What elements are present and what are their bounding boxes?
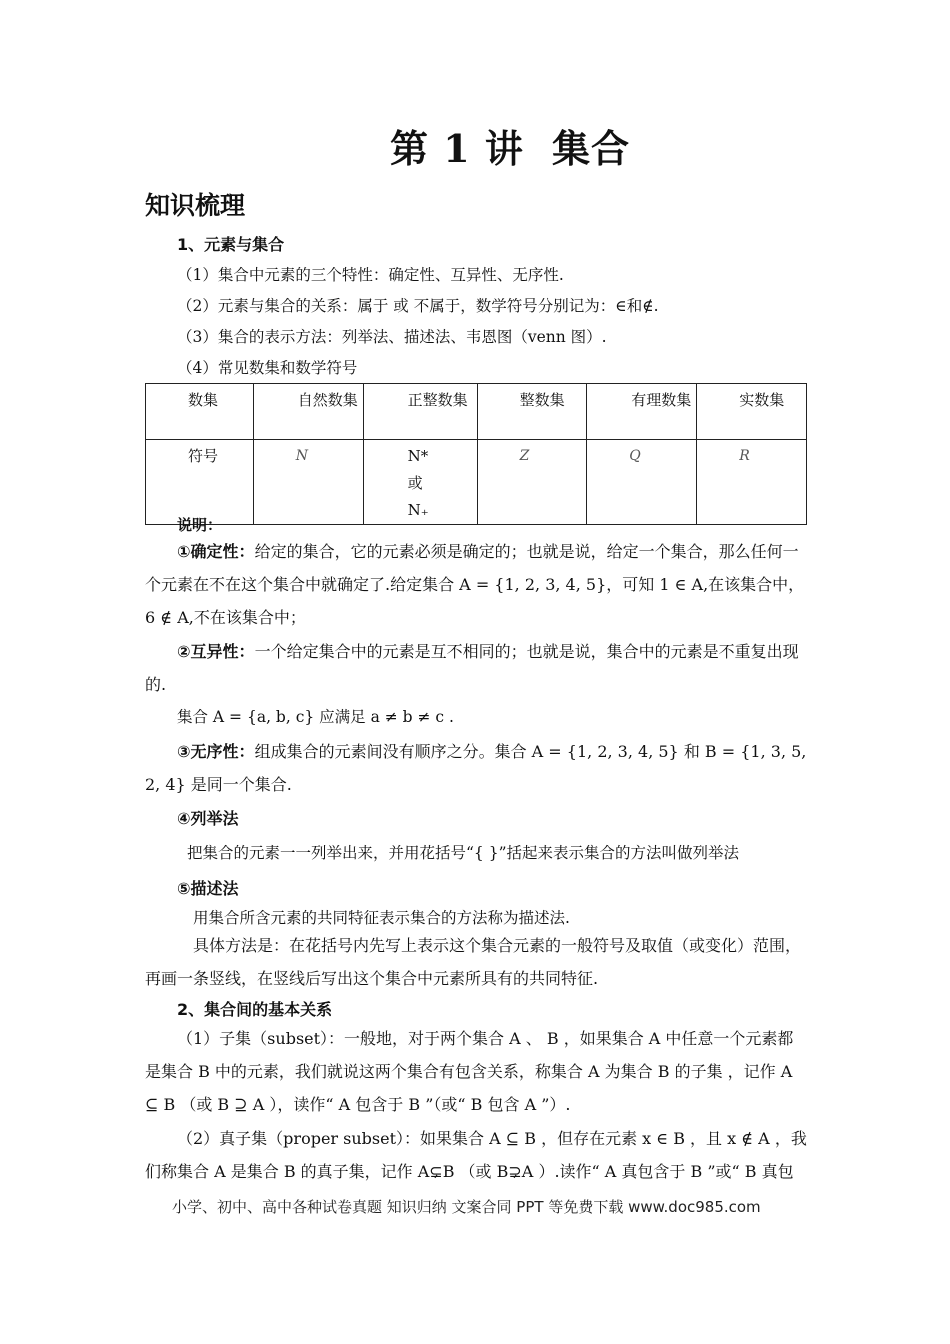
section-heading: 知识梳理 <box>145 191 246 220</box>
lecture-number: 第 1 讲 <box>390 126 524 171</box>
footer-banner: 小学、初中、高中各种试卷真题 知识归纳 文案合同 PPT 等免费下载 www.doc985.com <box>172 1198 761 1216</box>
note-label: ③无序性： <box>177 742 255 761</box>
lecture-topic: 集合 <box>551 126 630 171</box>
table-cell: 整数集 <box>477 384 587 440</box>
note-distinctness <box>145 635 807 701</box>
note-enumeration-text: 把集合的元素一一列举出来，并用花括号“{ }”括起来表示集合的方法叫做列举法 <box>187 844 740 862</box>
note-description-text-1: 用集合所含元素的共同特征表示集合的方法称为描述法. <box>193 909 570 927</box>
table-cell: Q <box>587 440 697 525</box>
proper-subset-definition: （2）真子集（proper subset）：如果集合 A ⊆ B ，但存在元素 x ∈ B ，且 x ∉ A ，我们称集合 A 是集合 B 的真子集，记作 A⊊B （或 B⊋A ）.读作“ A 真包含于 B ”或“ B 真包 <box>145 1129 807 1181</box>
table-row <box>146 384 807 440</box>
number-sets-table <box>145 383 807 525</box>
subset-definition: （1）子集（subset）：一般地，对于两个集合 A 、 B ，如果集合 A 中任意一个元素都是集合 B 中的元素，我们就说这两个集合有包含关系，称集合 A 为集合 B 的子集 ，记作 A ⊆ B （或 B ⊇ A ），读作“ A 包含于 B ”（或“ B 包含 A ”）. <box>145 1029 794 1114</box>
part1-item-2: （2）元素与集合的关系：属于 或 不属于，数学符号分别记为：∈和∉. <box>177 297 659 315</box>
note-text: 一个给定集合中的元素是互不相同的；也就是说，集合中的元素是不重复出现的. <box>145 642 799 694</box>
note-label: ②互异性： <box>177 642 255 661</box>
part1-item-4: （4）常见数集和数学符号 <box>177 359 358 377</box>
part1-heading: 1、元素与集合 <box>177 235 285 254</box>
note-enumeration-label: ④列举法 <box>177 809 239 828</box>
table-cell: 有理数集 <box>587 384 697 440</box>
note-determinacy <box>145 535 807 634</box>
note-description-text-2: 具体方法是：在花括号内先写上表示这个集合元素的一般符号及取值（或变化）范围，再画一条竖线，在竖线后写出这个集合中元素所具有的共同特征. <box>145 936 802 988</box>
table-cell: 符号 <box>146 440 254 525</box>
table-cell: 数集 <box>146 384 254 440</box>
table-cell: N <box>253 440 363 525</box>
part1-item-1: （1）集合中元素的三个特性：确定性、互异性、无序性. <box>177 266 564 284</box>
part1-item-3: （3）集合的表示方法：列举法、描述法、韦恩图（venn 图）. <box>177 328 607 346</box>
note-distinctness-example: 集合 A = {a, b, c} 应满足 a ≠ b ≠ c . <box>177 708 454 726</box>
table-row <box>146 440 807 525</box>
table-cell: 实数集 <box>697 384 807 440</box>
notes-label: 说明： <box>177 516 223 534</box>
note-description-label: ⑤描述法 <box>177 879 239 898</box>
table-cell: 正整数集 <box>363 384 477 440</box>
note-text: 组成集合的元素间没有顺序之分。集合 A = {1, 2, 3, 4, 5} 和 B = {1, 3, 5, 2, 4} 是同一个集合. <box>145 742 807 794</box>
note-label: ①确定性： <box>177 542 255 561</box>
table-cell: 自然数集 <box>253 384 363 440</box>
table-cell: R <box>697 440 807 525</box>
lecture-title <box>0 118 950 173</box>
table-cell: Z <box>477 440 587 525</box>
note-text: 给定的集合，它的元素必须是确定的；也就是说，给定一个集合，那么任何一个元素在不在这个集合中就确定了.给定集合 A = {1, 2, 3, 4, 5}，可知 1 ∈ A,在该集合中，6 ∉ A,不在该集合中； <box>145 542 805 627</box>
table-cell: N* 或 N₊ <box>363 440 477 525</box>
part2-heading: 2、集合间的基本关系 <box>177 1000 333 1019</box>
note-unordered <box>145 735 807 801</box>
